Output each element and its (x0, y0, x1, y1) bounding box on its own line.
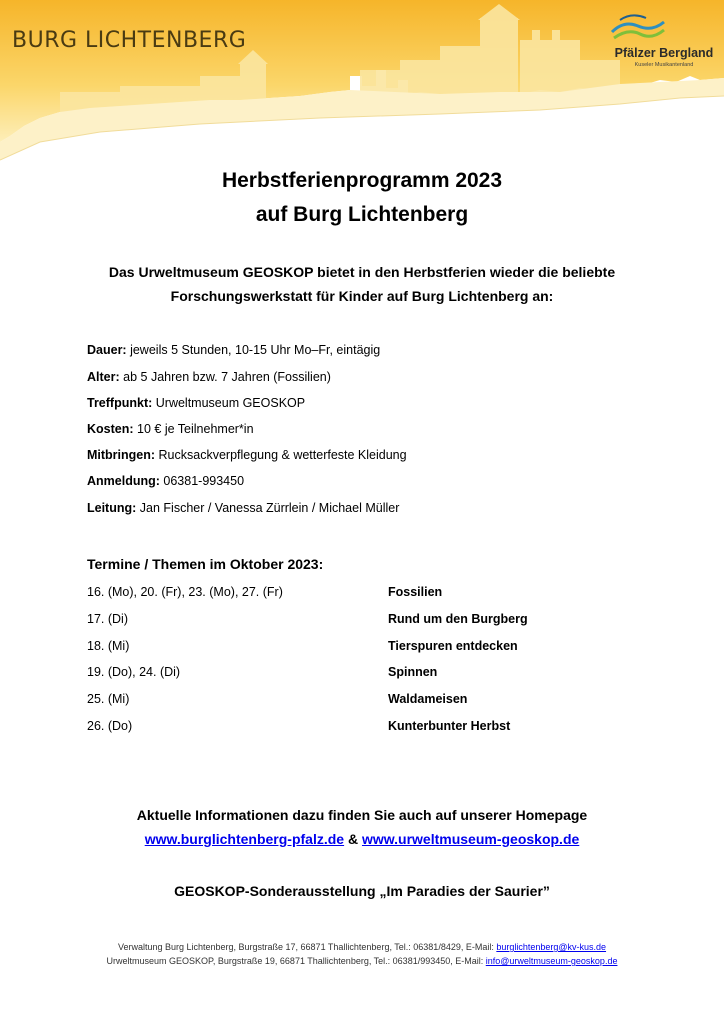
detail-anmeldung (87, 473, 244, 489)
brand-title: BURG LICHTENBERG (12, 28, 247, 53)
detail-label: Mitbringen: (87, 448, 156, 462)
schedule-date: 16. (Mo), 20. (Fr), 23. (Mo), 27. (Fr) (87, 585, 283, 599)
detail-kosten (87, 421, 254, 437)
schedule-date: 17. (Di) (87, 612, 128, 626)
schedule-topic: Kunterbunter Herbst (388, 719, 511, 733)
detail-label: Dauer: (87, 343, 127, 357)
detail-value: Urweltmuseum GEOSKOP (155, 396, 306, 410)
detail-alter (87, 369, 331, 385)
exhibition-note: GEOSKOP-Sonderausstellung „Im Paradies der Saurier” (174, 883, 550, 899)
detail-label: Anmeldung: (87, 474, 160, 488)
homepage-info: Aktuelle Informationen dazu finden Sie auch auf unserer Homepage (136, 807, 588, 823)
schedule-topic: Tierspuren entdecken (388, 639, 518, 653)
pfaelzer-bergland-logo (610, 12, 718, 74)
burg-email-link[interactable]: burglichtenberg@kv-kus.de (496, 942, 607, 952)
schedule-date: 18. (Mi) (87, 639, 130, 653)
detail-label: Treffpunkt: (87, 396, 153, 410)
homepage-links (0, 828, 724, 850)
schedule-topic: Waldameisen (388, 692, 468, 706)
detail-value: 06381-993450 (163, 474, 245, 488)
schedule-date: 25. (Mi) (87, 692, 130, 706)
intro-line-2: Forschungswerkstatt für Kinder auf Burg Lichtenberg an: (170, 288, 554, 304)
logo-name: Pfälzer Bergland (614, 46, 714, 60)
schedule-heading: Termine / Themen im Oktober 2023: (87, 556, 324, 572)
schedule-row (87, 639, 647, 657)
geoskop-email-link[interactable]: info@urweltmuseum-geoskop.de (485, 956, 618, 966)
footer-address: Verwaltung Burg Lichtenberg, Burgstraße 17, 66871 Thallichtenberg, Tel.: 06381/8429, E-Mail: (117, 942, 497, 952)
schedule-row (87, 612, 647, 630)
page-title-line-1: Herbstferienprogramm 2023 (221, 169, 503, 192)
detail-label: Alter: (87, 370, 120, 384)
burglichtenberg-link[interactable]: www.burglichtenberg-pfalz.de (144, 831, 345, 847)
detail-value: jeweils 5 Stunden, 10-15 Uhr Mo–Fr, eintägig (130, 343, 381, 357)
detail-value: ab 5 Jahren bzw. 7 Jahren (Fossilien) (123, 370, 331, 384)
detail-mitbringen (87, 447, 407, 463)
detail-label: Kosten: (87, 422, 134, 436)
schedule-row (87, 665, 647, 683)
detail-value: 10 € je Teilnehmer*in (137, 422, 254, 436)
schedule-topic: Spinnen (388, 665, 438, 679)
landscape-waves-icon (610, 12, 666, 46)
footer-address: Urweltmuseum GEOSKOP, Burgstraße 19, 66871 Thallichtenberg, Tel.: 06381/993450, E-Mail: (106, 956, 486, 966)
geoskop-link[interactable]: www.urweltmuseum-geoskop.de (361, 831, 580, 847)
detail-value: Rucksackverpflegung & wetterfeste Kleidung (158, 448, 407, 462)
detail-value: Jan Fischer / Vanessa Zürrlein / Michael Müller (139, 501, 400, 515)
detail-leitung (87, 500, 399, 516)
intro-line-1: Das Urweltmuseum GEOSKOP bietet in den Herbstferien wieder die beliebte (108, 264, 616, 280)
schedule-date: 19. (Do), 24. (Di) (87, 665, 181, 679)
footer-line-2 (0, 955, 724, 967)
schedule-row (87, 719, 647, 737)
link-joiner: & (344, 831, 362, 847)
schedule-topic: Rund um den Burgberg (388, 612, 528, 626)
schedule-row (87, 692, 647, 710)
schedule-date: 26. (Do) (87, 719, 133, 733)
detail-treffpunkt (87, 395, 305, 411)
schedule-topic: Fossilien (388, 585, 443, 599)
footer-line-1 (0, 941, 724, 953)
header-banner (0, 0, 724, 170)
detail-label: Leitung: (87, 501, 137, 515)
logo-subtitle: Kuseler Musikantenland (634, 62, 694, 68)
schedule-row (87, 585, 647, 603)
page-title-line-2: auf Burg Lichtenberg (255, 203, 469, 226)
detail-dauer (87, 342, 380, 358)
